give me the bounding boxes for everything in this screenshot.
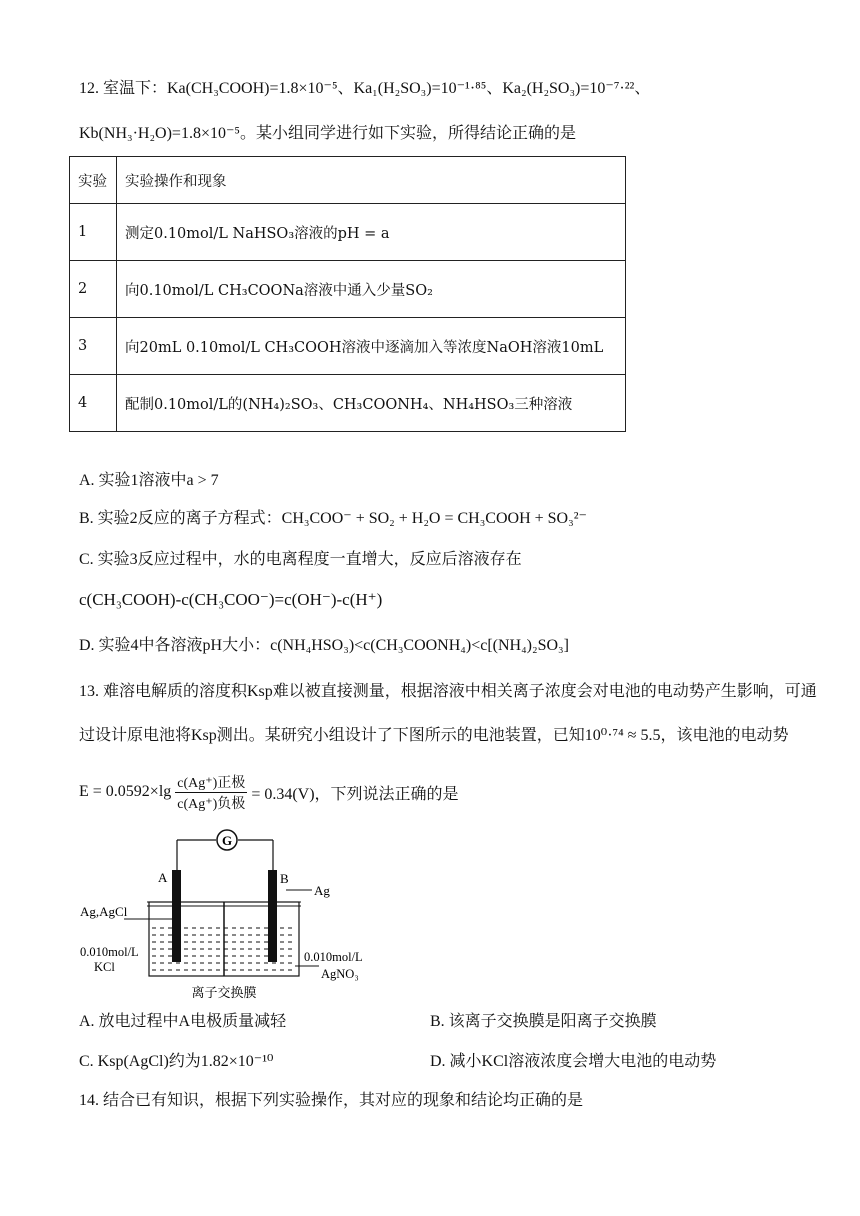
table-cell-num: 1 — [70, 204, 117, 261]
table-cell-num: 2 — [70, 261, 117, 318]
battery-diagram — [76, 826, 376, 1006]
label-electrode-a: A — [158, 870, 168, 885]
table-cell-desc: 配制0.10mol/L的(NH₄)₂SO₃、CH₃COONH₄、NH₄HSO₃三种溶液 — [117, 375, 626, 432]
galvanometer-icon — [217, 830, 237, 850]
emf-formula-prefix: E = 0.0592×lg — [79, 783, 172, 800]
emf-denominator: c(Ag⁺)负极 — [177, 796, 246, 812]
table-cell-desc: 向20mL 0.10mol/L CH₃COOH溶液中逐滴加入等浓度NaOH溶液10mL — [117, 318, 626, 375]
q13-option-b: B. 该离子交换膜是阳离子交换膜 — [430, 1013, 657, 1030]
galvanometer-label: G — [221, 833, 233, 848]
table-row — [70, 204, 626, 261]
emf-fraction — [175, 772, 247, 813]
table-header-row — [70, 157, 626, 204]
q12-option-b: B. 实验2反应的离子方程式：CH₃COO⁻ + SO₂ + H₂O = CH₃COOH + SO₃²⁻ — [79, 510, 587, 527]
table-row — [70, 375, 626, 432]
label-left-concentration: 0.010mol/L — [80, 945, 139, 959]
label-ag-agcl: Ag,AgCl — [80, 904, 128, 919]
label-right-concentration: 0.010mol/L — [304, 950, 363, 964]
table-row — [70, 261, 626, 318]
q13-stem-line1: 13. 难溶电解质的溶度积Ksp难以被直接测量，根据溶液中相关离子浓度会对电池的电动势产生影响，可通 — [79, 683, 817, 700]
q12-option-d: D. 实验4中各溶液pH大小：c(NH₄HSO₃)<c(CH₃COONH₄)<c[(NH₄)₂SO₃] — [79, 637, 569, 654]
q13-option-a: A. 放电过程中A电极质量减轻 — [79, 1013, 287, 1030]
q13-option-d: D. 减小KCl溶液浓度会增大电池的电动势 — [430, 1053, 717, 1070]
q12-option-c-equation: c(CH₃COOH)-c(CH₃COO⁻)=c(OH⁻)-c(H⁺) — [79, 590, 383, 609]
emf-formula-suffix: = 0.34(V)，下列说法正确的是 — [251, 785, 459, 803]
q14-stem: 14. 结合已有知识，根据下列实验操作，其对应的现象和结论均正确的是 — [79, 1092, 584, 1109]
q13-stem-line2: 过设计原电池将Ksp测出。某研究小组设计了下图所示的电池装置，已知10⁰·⁷⁴ ≈ 5.5，该电池的电动势 — [79, 727, 789, 744]
table-row — [70, 318, 626, 375]
label-electrode-b: B — [280, 871, 289, 886]
q12-option-c: C. 实验3反应过程中，水的电离程度一直增大，反应后溶液存在 — [79, 551, 522, 568]
q12-option-a: A. 实验1溶液中a > 7 — [79, 472, 219, 489]
experiment-table — [69, 156, 626, 432]
table-header-num: 实验 — [70, 157, 117, 204]
q13-option-c: C. Ksp(AgCl)约为1.82×10⁻¹⁰ — [79, 1053, 274, 1070]
label-right-solution: AgNO₃ — [321, 967, 359, 981]
electrode-a — [172, 870, 181, 962]
table-cell-num: 3 — [70, 318, 117, 375]
emf-formula — [79, 764, 459, 820]
table-header-desc: 实验操作和现象 — [117, 157, 626, 204]
table-cell-num: 4 — [70, 375, 117, 432]
q12-stem-line1: 12. 室温下：Ka(CH₃COOH)=1.8×10⁻⁵、Ka₁(H₂SO₃)=10⁻¹·⁸⁵、Ka₂(H₂SO₃)=10⁻⁷·²²、 — [79, 80, 651, 97]
q12-stem-line2: Kb(NH₃·H₂O)=1.8×10⁻⁵。某小组同学进行如下实验，所得结论正确的是 — [79, 125, 576, 142]
table-cell-desc: 测定0.10mol/L NaHSO₃溶液的pH = a — [117, 204, 626, 261]
label-membrane: 离子交换膜 — [191, 985, 257, 1000]
label-left-solution: KCl — [94, 960, 115, 974]
table-cell-desc: 向0.10mol/L CH₃COONa溶液中通入少量SO₂ — [117, 261, 626, 318]
electrode-b — [268, 870, 277, 962]
emf-numerator: c(Ag⁺)正极 — [175, 772, 247, 793]
label-ag: Ag — [314, 883, 330, 898]
